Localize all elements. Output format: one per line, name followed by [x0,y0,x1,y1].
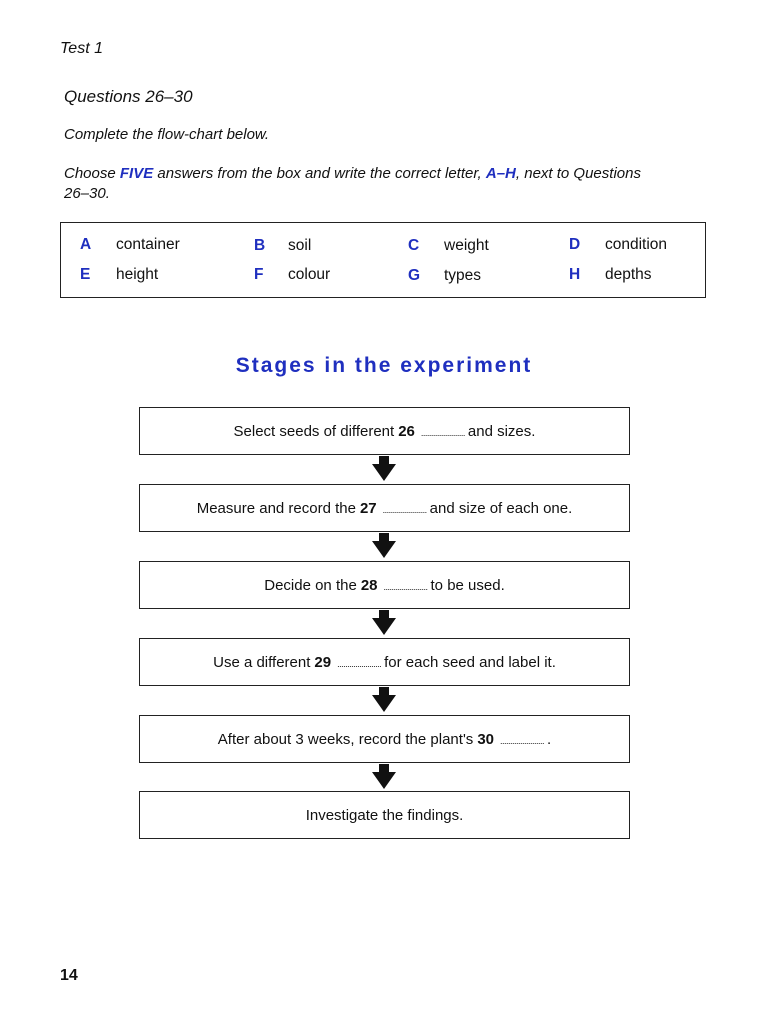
option-word: weight [444,237,489,254]
answer-blank[interactable]: ...................... [382,505,427,515]
option-word: colour [288,266,331,283]
step-text: Use a different [213,653,311,671]
option-letter: A [80,236,92,253]
option-letter: D [569,236,581,253]
instruction-complete-flowchart: Complete the flow-chart below. [64,126,270,143]
instruction-text: , next to Questions 26–30. [64,165,641,202]
flow-step-28 [139,561,630,609]
answer-blank[interactable]: ...................... [500,736,545,746]
option-word: depths [605,266,652,283]
question-number: 28 [360,576,378,594]
section-title: Stages in the experiment [235,354,533,377]
step-text: to be used. [430,576,505,594]
step-text: and sizes. [467,422,536,440]
flow-step-26 [139,407,630,455]
option-word: types [444,267,482,284]
letter-range-emphasis: A–H [485,165,516,182]
option-word: container [116,236,180,253]
option-letter: F [254,266,264,283]
option-letter: H [569,266,581,283]
instruction-text: Choose [64,165,120,182]
instruction-text: answers from the box and write the correct letter, [153,165,486,182]
answer-blank[interactable]: ...................... [383,582,428,592]
answer-blank[interactable]: ...................... [420,428,465,438]
flow-step-29 [139,638,630,686]
option-letter: G [408,267,421,284]
question-number: 26 [398,422,415,440]
test-label: Test 1 [60,40,103,57]
down-arrow-icon [369,533,399,559]
step-text: Measure and record the [196,499,356,517]
option-letter: E [80,266,91,283]
step-text: . [547,730,552,748]
question-number: 27 [359,499,377,517]
step-text: and size of each one. [429,499,573,517]
question-number: 29 [314,653,332,671]
instruction-choose-answers [64,164,664,204]
option-letter: B [254,237,266,254]
step-text: Decide on the [264,576,357,594]
step-text: Investigate the findings. [305,806,464,824]
step-text: for each seed and label it. [384,653,556,671]
down-arrow-icon [369,764,399,790]
flow-step-final [139,791,630,839]
down-arrow-icon [369,610,399,636]
option-word: condition [605,236,668,253]
question-number: 30 [477,730,494,748]
five-emphasis: FIVE [119,165,154,182]
down-arrow-icon [369,687,399,713]
step-text: After about 3 weeks, record the plant's [217,730,474,748]
questions-title: Questions 26–30 [64,87,193,106]
option-word: soil [288,237,312,254]
answer-options-box [60,222,706,298]
flow-step-27 [139,484,630,532]
option-word: height [116,266,159,283]
flow-step-30 [139,715,630,763]
answer-blank[interactable]: ...................... [337,659,382,669]
down-arrow-icon [369,456,399,482]
page-number: 14 [60,967,78,984]
step-text: Select seeds of different [233,422,395,440]
option-letter: C [408,237,420,254]
